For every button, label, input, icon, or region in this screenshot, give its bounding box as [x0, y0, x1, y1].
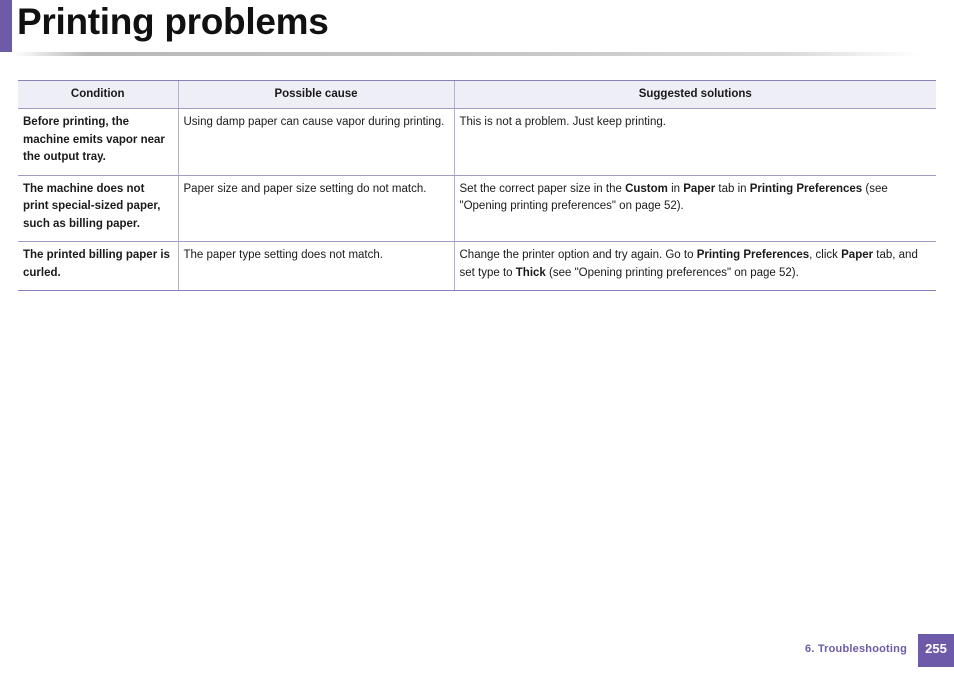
column-header-suggested-solutions: Suggested solutions [454, 81, 936, 109]
table-row [18, 109, 936, 176]
solution-text: (see "Opening printing preferences" on page 52). [459, 182, 888, 212]
solution-term-paper: Paper [683, 182, 716, 195]
printing-problems-table [18, 80, 936, 291]
page-number-badge: 255 [918, 634, 954, 667]
table-row [18, 175, 936, 242]
solution-term-paper: Paper [841, 249, 874, 261]
title-accent-bar [0, 0, 12, 52]
solution-term-thick: Thick [515, 266, 546, 279]
solution-text: Set the correct paper size in the [459, 182, 626, 195]
solution-cell [454, 242, 936, 291]
solution-term-printing-preferences: Printing Preferences [696, 249, 810, 261]
solution-text: , click [809, 249, 842, 261]
solution-text: tab, and set type to [459, 249, 918, 279]
solution-text: This is not a problem. Just keep printing. [459, 116, 666, 128]
solution-text: Change the printer option and try again. Go to [459, 249, 697, 261]
column-header-possible-cause: Possible cause [178, 81, 454, 109]
cause-cell: The paper type setting does not match. [178, 242, 454, 291]
cause-cell: Paper size and paper size setting do not match. [178, 175, 454, 242]
table-row [18, 242, 936, 291]
footer-section-label: 6. Troubleshooting [805, 643, 907, 655]
page-title: Printing problems [17, 1, 329, 42]
solution-term-printing-preferences: Printing Preferences [749, 182, 863, 195]
solution-text: (see "Opening printing preferences" on page 52). [545, 266, 799, 279]
solution-term-custom: Custom [625, 182, 668, 195]
title-underline [14, 52, 919, 56]
table-header-row [18, 81, 936, 109]
condition-cell: Before printing, the machine emits vapor near the output tray. [18, 109, 178, 176]
condition-cell: The machine does not print special-sized paper, such as billing paper. [18, 175, 178, 242]
solution-text: in [667, 182, 684, 195]
solution-cell [454, 175, 936, 242]
condition-cell: The printed billing paper is curled. [18, 242, 178, 291]
solution-text: tab in [715, 182, 750, 195]
solution-cell [454, 109, 936, 176]
column-header-condition: Condition [18, 81, 178, 109]
cause-cell: Using damp paper can cause vapor during printing. [178, 109, 454, 176]
